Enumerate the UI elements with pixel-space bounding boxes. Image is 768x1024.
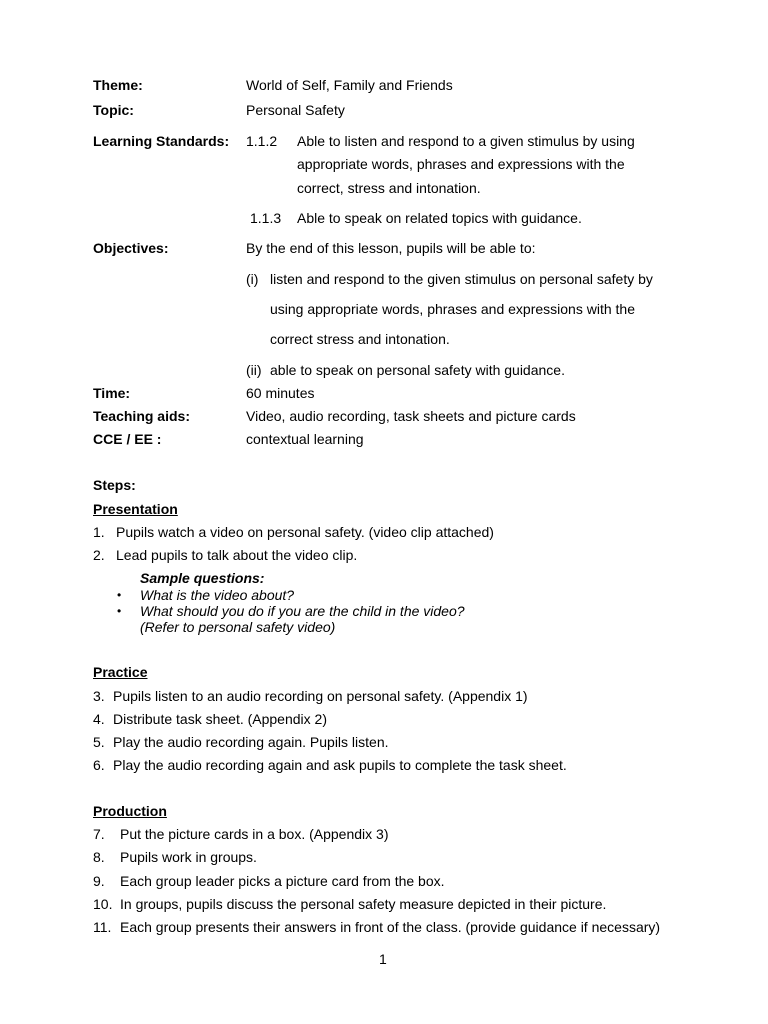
objective-2-number: (ii) — [246, 362, 262, 378]
practice-heading: Practice — [93, 664, 148, 680]
learning-standards-label: Learning Standards: — [93, 133, 230, 149]
bullet-icon: • — [117, 604, 122, 618]
objective-1-line-2: using appropriate words, phrases and expressions with the — [270, 301, 635, 317]
topic-value: Personal Safety — [246, 102, 345, 118]
sample-questions-heading: Sample questions: — [140, 570, 265, 586]
page-number: 1 — [379, 951, 387, 967]
step-text: Each group presents their answers in front of the class. (provide guidance if necessary) — [120, 919, 661, 935]
learning-standard-1-line-1: Able to listen and respond to a given stimulus by using — [297, 133, 635, 149]
cce-ee-label: CCE / EE : — [93, 431, 162, 447]
objective-2-text: able to speak on personal safety with guidance. — [270, 362, 565, 378]
objectives-intro: By the end of this lesson, pupils will be able to: — [246, 240, 536, 256]
production-heading: Production — [93, 803, 167, 819]
step-number: 5. — [93, 734, 105, 750]
step-number: 10. — [93, 896, 113, 912]
learning-standard-1-number: 1.1.2 — [246, 133, 278, 149]
learning-standard-1-line-3: correct, stress and intonation. — [297, 180, 481, 196]
step-text: In groups, pupils discuss the personal safety measure depicted in their picture. — [120, 896, 607, 912]
step-number: 9. — [93, 873, 105, 889]
cce-ee-value: contextual learning — [246, 431, 364, 447]
teaching-aids-label: Teaching aids: — [93, 408, 190, 424]
learning-standard-2-text: Able to speak on related topics with guidance. — [297, 210, 582, 226]
sample-question-1: What is the video about? — [140, 587, 295, 603]
step-number: 4. — [93, 711, 105, 727]
step-number: 8. — [93, 849, 105, 865]
step-number: 11. — [93, 919, 112, 935]
step-number: 6. — [93, 757, 105, 773]
objective-1-line-1: listen and respond to the given stimulus on personal safety by — [270, 271, 653, 287]
objective-1-number: (i) — [246, 271, 259, 287]
objectives-label: Objectives: — [93, 240, 169, 256]
sample-question-2: What should you do if you are the child in the video? — [140, 603, 465, 619]
step-number: 7. — [93, 826, 105, 842]
teaching-aids-value: Video, audio recording, task sheets and picture cards — [246, 408, 576, 424]
steps-heading: Steps: — [93, 477, 136, 493]
step-text: Each group leader picks a picture card from the box. — [120, 873, 445, 889]
theme-value: World of Self, Family and Friends — [246, 77, 453, 93]
step-text: Lead pupils to talk about the video clip. — [116, 547, 358, 563]
learning-standard-1-line-2: appropriate words, phrases and expressions with the — [297, 156, 625, 172]
sample-question-note: (Refer to personal safety video) — [140, 619, 336, 635]
theme-label: Theme: — [93, 77, 143, 93]
step-number: 1. — [93, 524, 105, 540]
objective-1-line-3: correct stress and intonation. — [270, 331, 450, 347]
presentation-heading: Presentation — [93, 501, 178, 517]
topic-label: Topic: — [93, 102, 134, 118]
step-text: Play the audio recording again and ask pupils to complete the task sheet. — [113, 757, 567, 773]
bullet-icon: • — [117, 588, 122, 602]
step-text: Pupils listen to an audio recording on personal safety. (Appendix 1) — [113, 688, 528, 704]
time-label: Time: — [93, 385, 131, 401]
step-text: Put the picture cards in a box. (Appendix 3) — [120, 826, 389, 842]
time-value: 60 minutes — [246, 385, 315, 401]
step-text: Pupils watch a video on personal safety. (video clip attached) — [116, 524, 494, 540]
step-text: Pupils work in groups. — [120, 849, 257, 865]
step-text: Distribute task sheet. (Appendix 2) — [113, 711, 327, 727]
step-number: 3. — [93, 688, 105, 704]
step-number: 2. — [93, 547, 105, 563]
learning-standard-2-number: 1.1.3 — [250, 210, 282, 226]
step-text: Play the audio recording again. Pupils listen. — [113, 734, 389, 750]
